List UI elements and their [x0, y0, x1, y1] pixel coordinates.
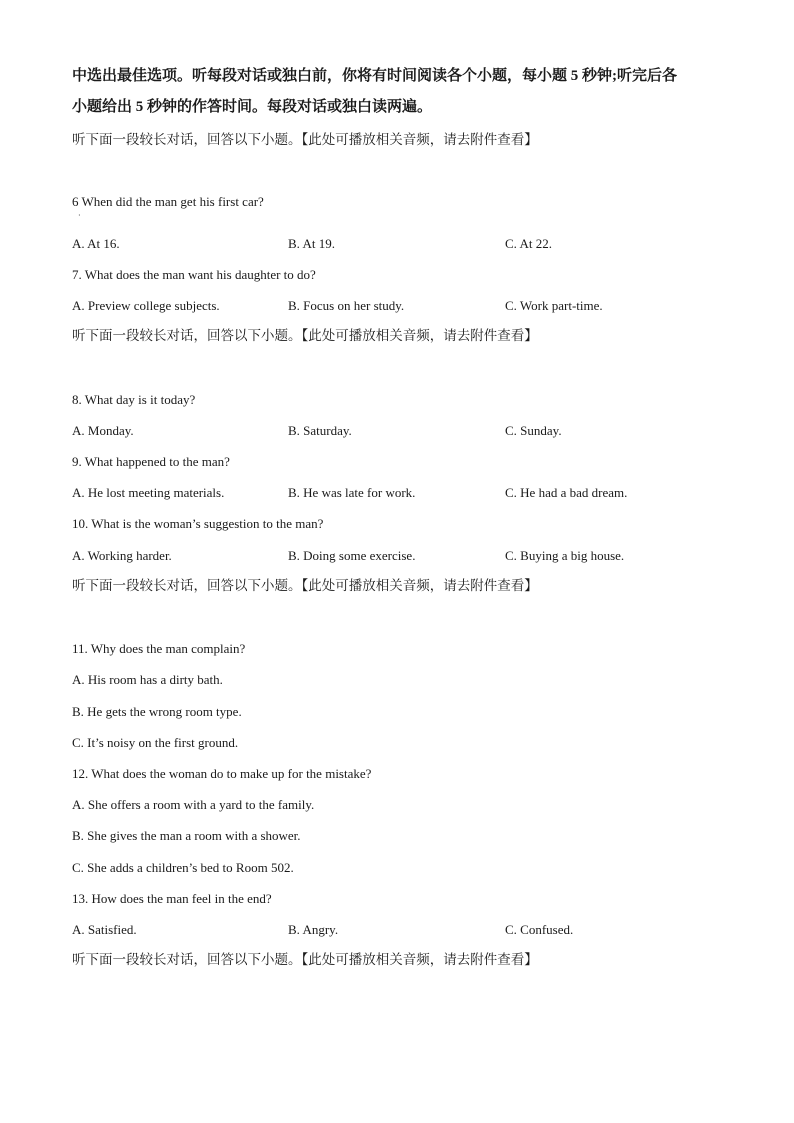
- question-7: 7. What does the man want his daughter to do?: [72, 267, 316, 282]
- q10-option-b: B. Doing some exercise.: [288, 548, 416, 563]
- question-11: 11. Why does the man complain?: [72, 641, 246, 656]
- q11-option-c: C. It’s noisy on the first ground.: [72, 735, 239, 750]
- q6-option-b: B. At 19.: [288, 236, 335, 251]
- q11-option-a: A. His room has a dirty bath.: [72, 672, 223, 687]
- q10-option-a: A. Working harder.: [72, 548, 172, 563]
- intro-line-2: 小题给出 5 秒钟的作答时间。每段对话或独白读两遍。: [72, 99, 433, 115]
- q12-option-b: B. She gives the man a room with a shower.: [72, 828, 301, 843]
- question-12: 12. What does the woman do to make up for the mistake?: [72, 766, 372, 781]
- q9-option-b: B. He was late for work.: [288, 485, 416, 500]
- q11-option-b: B. He gets the wrong room type.: [72, 704, 242, 719]
- question-8: 8. What day is it today?: [72, 392, 196, 407]
- q6-option-c: C. At 22.: [505, 236, 552, 251]
- q10-option-c: C. Buying a big house.: [505, 548, 625, 563]
- q9-option-c: C. He had a bad dream.: [505, 485, 628, 500]
- q7-option-a: A. Preview college subjects.: [72, 298, 220, 313]
- section-instruction-2: 听下面一段较长对话，回答以下小题。【此处可播放相关音频，请去附件查看】: [72, 328, 538, 343]
- q13-option-c: C. Confused.: [505, 922, 574, 937]
- intro-line-1: 中选出最佳选项。听每段对话或独白前，你将有时间阅读各个小题，每小题 5 秒钟;听完后各: [72, 68, 677, 84]
- q9-option-a: A. He lost meeting materials.: [72, 485, 225, 500]
- q12-option-a: A. She offers a room with a yard to the family.: [72, 797, 315, 812]
- section-instruction-4: 听下面一段较长对话，回答以下小题。【此处可播放相关音频，请去附件查看】: [72, 952, 538, 967]
- question-9: 9. What happened to the man?: [72, 454, 230, 469]
- section-instruction-1: 听下面一段较长对话，回答以下小题。【此处可播放相关音频，请去附件查看】: [72, 132, 538, 147]
- q13-option-a: A. Satisfied.: [72, 922, 137, 937]
- q6-option-a: A. At 16.: [72, 236, 120, 251]
- section-instruction-3: 听下面一段较长对话，回答以下小题。【此处可播放相关音频，请去附件查看】: [72, 578, 538, 593]
- question-6: 6 When did the man get his first car?: [72, 194, 264, 209]
- q7-option-c: C. Work part-time.: [505, 298, 603, 313]
- q12-option-c: C. She adds a children’s bed to Room 502.: [72, 860, 294, 875]
- q8-option-b: B. Saturday.: [288, 423, 352, 438]
- question-10: 10. What is the woman’s suggestion to the man?: [72, 516, 324, 531]
- q8-option-c: C. Sunday.: [505, 423, 562, 438]
- q8-option-a: A. Monday.: [72, 423, 134, 438]
- q13-option-b: B. Angry.: [288, 922, 339, 937]
- stray-dot: ·: [78, 211, 81, 220]
- question-13: 13. How does the man feel in the end?: [72, 891, 272, 906]
- q7-option-b: B. Focus on her study.: [288, 298, 405, 313]
